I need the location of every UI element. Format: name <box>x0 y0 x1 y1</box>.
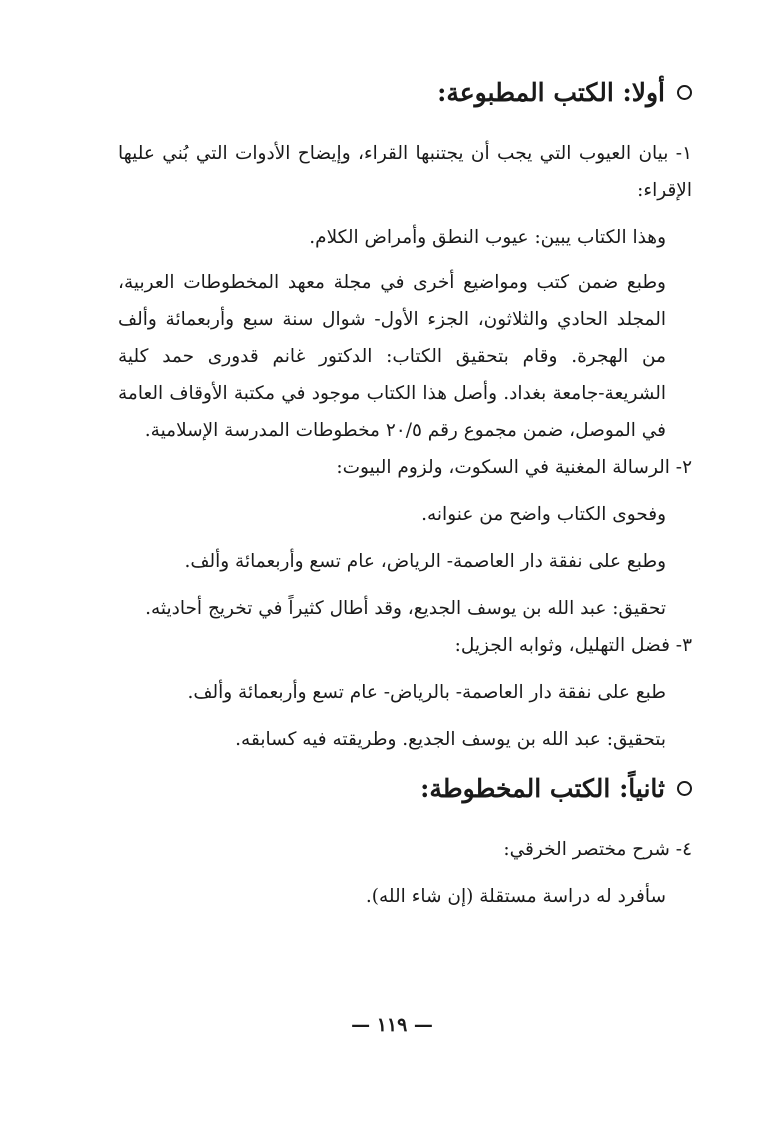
book-3-publisher: طبع على نفقة دار العاصمة- بالرياض- عام تسع وأربعمائة وألف. <box>187 682 666 703</box>
book-3-title: ٣- فضل التهليل، وثوابه الجزيل: <box>454 635 692 656</box>
book-4-title: ٤- شرح مختصر الخرقي: <box>503 839 692 860</box>
page-number: — ١١٩ — <box>351 1014 433 1036</box>
book-3-editor: بتحقيق: عبد الله بن يوسف الجديع. وطريقته فيه كسابقه. <box>235 729 666 750</box>
book-1-description: وهذا الكتاب يبين: عيوب النطق وأمراض الكلام. <box>309 227 666 248</box>
book-2-publisher: وطبع على نفقة دار العاصمة- الرياض، عام تسع وأربعمائة وألف. <box>184 551 666 572</box>
book-2-title: ٢- الرسالة المغنية في السكوت، ولزوم البيوت: <box>336 457 692 478</box>
circle-bullet-icon <box>677 781 692 796</box>
page-body <box>118 74 692 915</box>
book-4-note: سأفرد له دراسة مستقلة (إن شاء الله). <box>365 886 666 907</box>
book-1-title: ١- بيان العيوب التي يجب أن يجتنبها القراء، وإيضاح الأدوات التي بُني عليها الإقراء: <box>118 143 692 201</box>
section-heading-manuscripts-text: ثانياً: الكتب المخطوطة: <box>420 774 665 803</box>
section-heading-printed <box>118 80 692 105</box>
circle-bullet-icon <box>677 85 692 100</box>
book-1-publication-details: وطبع ضمن كتب ومواضيع أخرى في مجلة معهد المخطوطات العربية، المجلد الحادي والثلاثون، الجزء الأول- شوال سنة سبع وأربعمائة وألف من الهجرة. وقام بتحقيق الكتاب: الدكتور غانم قدورى حمد كلية الشريعة-جامعة بغداد. وأصل هذا الكتاب موجود في مكتبة الأوقاف العامة في الموصل، ضمن مجموع رقم ٢٠/٥ مخطوطات المدرسة الإسلامية. <box>118 272 666 441</box>
section-heading-manuscripts <box>118 776 692 801</box>
book-2-description: وفحوى الكتاب واضح من عنوانه. <box>421 504 666 525</box>
section-heading-printed-text: أولا: الكتب المطبوعة: <box>437 78 665 107</box>
book-2-editor: تحقيق: عبد الله بن يوسف الجديع، وقد أطال كثيراً في تخريج أحاديثه. <box>145 598 666 619</box>
